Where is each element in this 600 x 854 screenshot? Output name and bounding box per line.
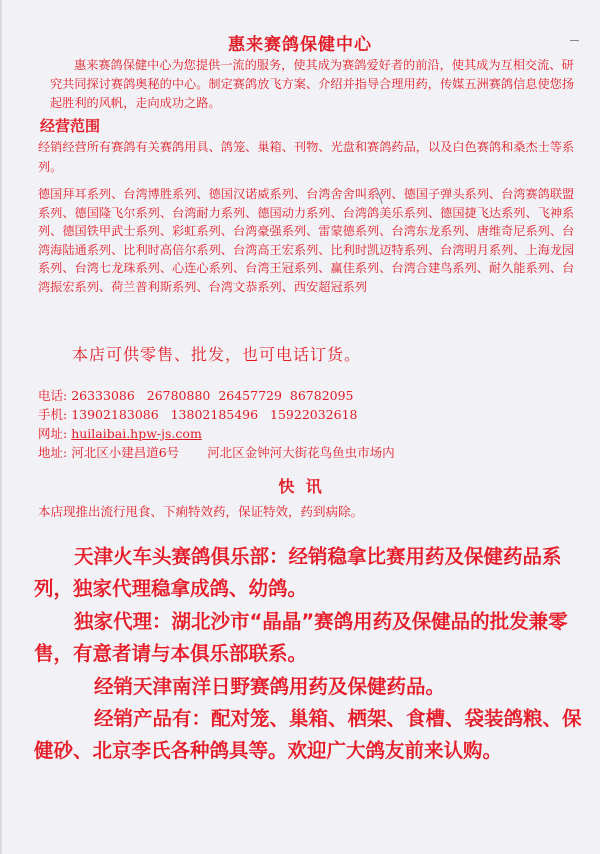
ad-paragraph: 经销产品有：配对笼、巢箱、栖架、食槽、袋装鸽粮、保健砂、北京李氏各种鸽具等。欢迎广大鸽友前来认购。 [34, 707, 582, 763]
address-1: 河北区小建昌道6号 [71, 445, 180, 460]
news-text: 本店现推出流行甩食、下痢特效药，保证特效，药到病除。 [38, 504, 364, 519]
mobile-numbers: 13902183086 13802185496 15922032618 [71, 407, 358, 422]
ad-block [34, 541, 582, 768]
phone-row [38, 386, 395, 405]
contact-block [38, 386, 395, 462]
web-row [38, 424, 395, 443]
ad-paragraph: 经销天津南洋日野赛鸽用药及保健药品。 [94, 674, 446, 698]
sales-notice: 本店可供零售、批发，也可电话订货。 [72, 345, 362, 364]
web-label: 网址: [38, 426, 68, 441]
address-2: 河北区金钟河大街花鸟鱼虫市场内 [207, 445, 395, 460]
page-title: 惠来赛鸽保健中心 [228, 35, 372, 55]
ad-paragraph: 天津火车头赛鸽俱乐部：经销稳拿比赛用药及保健药品系列，独家代理稳拿成鸽、幼鸽。 [34, 545, 562, 601]
phone-label: 电话: [38, 388, 68, 403]
scope-heading: 经营范围 [40, 117, 101, 135]
address-row [38, 443, 395, 462]
intro-paragraph: 惠来赛鸽保健中心为您提供一流的服务，使其成为赛鸽爱好者的前沿，使其成为互相交流、研究共同探讨赛鸽奥秘的中心。制定赛鸽放飞方案、介绍并指导合理用药，传媒五洲赛鸽信息使您扬起胜利的风帆，走向成功之路。 [50, 58, 575, 110]
page-edge [0, 0, 2, 854]
news-heading: 快 讯 [278, 477, 322, 496]
mobile-label: 手机: [38, 407, 68, 422]
website-link[interactable]: huilaibai.hpw-js.com [71, 426, 202, 441]
ad-paragraph: 独家代理：湖北沙市“晶晶”赛鸽用药及保健品的批发兼零售，有意者请与本俱乐部联系。 [34, 609, 568, 666]
scope-paragraph: 经销经营所有赛鸽有关赛鸽用具、鸽笼、巢箱、刊物、光盘和赛鸽药品，以及白色赛鸽和桑杰士等系列。 [38, 140, 575, 174]
phone-numbers: 26333086 26780880 26457729 86782095 [71, 388, 354, 403]
series-list: 德国拜耳系列、台湾博胜系列、德国汉诺威系列、台湾舍舍叫系列、德国子弹头系列、台湾赛鸽联盟系列、德国隆飞尔系列、台湾耐力系列、德国动力系列、台湾鸽美乐系列、德国捷飞达系列、飞神系列、德国铁甲武士系列、彩虹系列、台湾豪强系列、雷蒙德系列、台湾东龙系列、唐维奇尼系列、台湾海陆通系列、比利时高倍尔系列、台湾高王宏系列、比利时凯迈特系列、台湾明月系列、上海龙园系列、台湾七龙珠系列、心连心系列、台湾王冠系列、赢佳系列、台湾合建鸟系列、耐久能系列、台湾振宏系列、荷兰普利斯系列、台湾文恭系列、西安超冠系列 [38, 187, 575, 294]
mobile-row [38, 405, 395, 424]
address-label: 地址: [38, 445, 68, 460]
